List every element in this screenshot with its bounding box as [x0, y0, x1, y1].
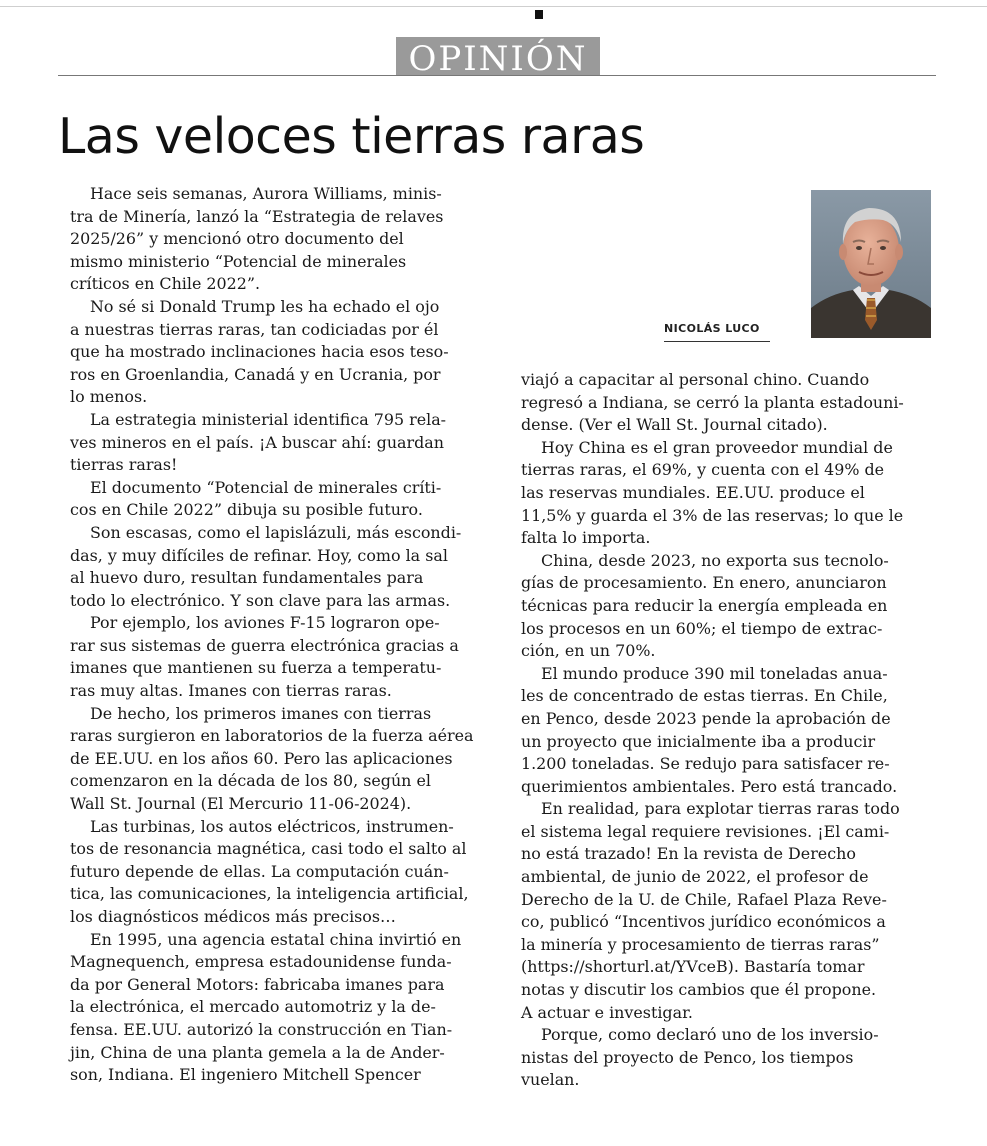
article-text-line: Las turbinas, los autos eléctricos, instrumen-: [90, 816, 454, 836]
article-text-line: 11,5% y guarda el 3% de las reservas; lo que le: [521, 505, 904, 525]
article-text-line: que ha mostrado inclinaciones hacia esos teso-: [70, 342, 449, 362]
article-text-line: no está trazado! En la revista de Derecho: [521, 844, 856, 864]
article-text-line: No sé si Donald Trump les ha echado el ojo: [90, 296, 440, 316]
article-text-line: Por ejemplo, los aviones F-15 lograron ope-: [90, 613, 440, 633]
article-text-line: nistas del proyecto de Penco, los tiempos: [521, 1047, 854, 1067]
article-text-line: ción, en un 70%.: [521, 641, 656, 661]
byline-rule: [664, 341, 770, 342]
article-text-line: ambiental, de junio de 2022, el profesor de: [521, 867, 869, 887]
author-portrait-icon: [811, 190, 931, 338]
article-text-line: críticos en Chile 2022”.: [70, 274, 261, 294]
article-text-line: raras surgieron en laboratorios de la fuerza aérea: [70, 726, 474, 746]
article-text-line: ros en Groenlandia, Canadá y en Ucrania, por: [70, 364, 441, 384]
article-text-line: lo menos.: [70, 387, 148, 407]
article-text-line: notas y discutir los cambios que él propone.: [521, 980, 877, 1000]
article-text-line: rar sus sistemas de guerra electrónica gracias a: [70, 635, 459, 655]
article-text-line: Wall St. Journal (El Mercurio 11-06-2024).: [70, 794, 412, 814]
article-text-line: 2025/26” y mencionó otro documento del: [70, 229, 404, 249]
article-text-line: da por General Motors: fabricaba imanes para: [70, 974, 445, 994]
article-text-line: mismo ministerio “Potencial de minerales: [70, 251, 407, 271]
article-text-line: China, desde 2023, no exporta sus tecnolo-: [541, 550, 889, 570]
top-marker: [535, 10, 543, 19]
article-text-line: En realidad, para explotar tierras raras todo: [541, 799, 900, 819]
article-text-line: al huevo duro, resultan fundamentales para: [70, 568, 424, 588]
article-text-line: Porque, como declaró uno de los inversio-: [541, 1025, 879, 1045]
article-text-line: de EE.UU. en los años 60. Pero las aplicaciones: [70, 748, 453, 768]
article-column-right: [521, 369, 941, 1092]
section-rule: [58, 75, 936, 76]
article-text-line: a nuestras tierras raras, tan codiciadas por él: [70, 319, 439, 339]
article-text-line: co, publicó “Incentivos jurídico económicos a: [521, 912, 886, 932]
article-text-line: El documento “Potencial de minerales críti-: [90, 477, 442, 497]
article-text-line: Hace seis semanas, Aurora Williams, minis-: [90, 184, 442, 203]
article-text-line: Derecho de la U. de Chile, Rafael Plaza Reve-: [521, 889, 887, 909]
article-text-line: tierras raras, el 69%, y cuenta con el 49% de: [521, 460, 885, 480]
article-text-line: son, Indiana. El ingeniero Mitchell Spencer: [70, 1065, 421, 1085]
section-label: OPINIÓN: [396, 37, 600, 75]
article-text-line: falta lo importa.: [521, 528, 651, 548]
article-text-line: les de concentrado de estas tierras. En Chile,: [521, 686, 888, 706]
headline: Las veloces tierras raras: [58, 108, 645, 165]
article-text-line: dense. (Ver el Wall St. Journal citado).: [521, 415, 828, 435]
article-column-left: [70, 183, 490, 1087]
article-text-line: fensa. EE.UU. autorizó la construcción en Tian-: [70, 1019, 453, 1039]
article-text-line: jin, China de una planta gemela a la de Ander-: [70, 1042, 445, 1062]
article-text-line: vuelan.: [521, 1070, 580, 1090]
article-text-line: la electrónica, el mercado automotriz y la de-: [70, 997, 436, 1017]
article-text-line: un proyecto que inicialmente iba a producir: [521, 731, 876, 751]
article-text-line: Son escasas, como el lapislázuli, más escondi-: [90, 522, 462, 542]
article-text-line: futuro depende de ellas. La computación cuán-: [70, 861, 449, 881]
article-text-line: De hecho, los primeros imanes con tierras: [90, 703, 432, 723]
article-text-line: comenzaron en la década de los 80, según el: [70, 771, 431, 791]
article-text-line: regresó a Indiana, se cerró la planta estadouni-: [521, 392, 904, 412]
article-text-line: todo lo electrónico. Y son clave para las armas.: [70, 590, 451, 610]
article-text-line: viajó a capacitar al personal chino. Cuando: [521, 370, 870, 389]
article-text-line: tra de Minería, lanzó la “Estrategia de relaves: [70, 206, 444, 226]
article-text-line: (https://shorturl.at/YVceB). Bastaría tomar: [521, 957, 865, 977]
article-text-line: técnicas para reducir la energía empleada en: [521, 595, 888, 615]
article-text-line: tica, las comunicaciones, la inteligencia artificial,: [70, 884, 469, 904]
article-text-line: gías de procesamiento. En enero, anunciaron: [521, 573, 887, 593]
article-text-line: la minería y procesamiento de tierras raras”: [521, 934, 880, 954]
article-text-line: los diagnósticos médicos más precisos…: [70, 907, 396, 926]
article-text-line: imanes que mantienen su fuerza a temperatu-: [70, 658, 442, 678]
article-text-line: ves mineros en el país. ¡A buscar ahí: guardan: [70, 432, 445, 452]
article-text-line: 1.200 toneladas. Se redujo para satisfacer re-: [521, 754, 890, 774]
article-text-line: querimientos ambientales. Pero está trancado.: [521, 776, 898, 796]
article-text-line: La estrategia ministerial identifica 795 rela-: [90, 409, 447, 429]
top-border: [0, 6, 987, 7]
article-text-line: A actuar e investigar.: [521, 1002, 693, 1022]
author-byline: NICOLÁS LUCO: [664, 322, 760, 335]
article-text-line: Magnequench, empresa estadounidense funda-: [70, 952, 452, 972]
article-text-line: cos en Chile 2022” dibuja su posible futuro.: [70, 500, 423, 520]
article-text-line: En 1995, una agencia estatal china invirtió en: [90, 929, 462, 949]
article-text-line: tos de resonancia magnética, casi todo el salto al: [70, 839, 467, 859]
article-text-line: el sistema legal requiere revisiones. ¡El cami-: [521, 821, 890, 841]
article-text-line: tierras raras!: [70, 455, 178, 475]
article-text-line: El mundo produce 390 mil toneladas anua-: [541, 663, 888, 683]
article-text-line: das, y muy difíciles de refinar. Hoy, como la sal: [70, 545, 448, 565]
article-text-line: en Penco, desde 2023 pende la aprobación de: [521, 708, 891, 728]
article-text-line: los procesos en un 60%; el tiempo de extrac-: [521, 618, 883, 638]
article-text-line: Hoy China es el gran proveedor mundial de: [541, 437, 893, 457]
article-text-line: las reservas mundiales. EE.UU. produce el: [521, 482, 865, 502]
article-text-line: ras muy altas. Imanes con tierras raras.: [70, 681, 392, 701]
